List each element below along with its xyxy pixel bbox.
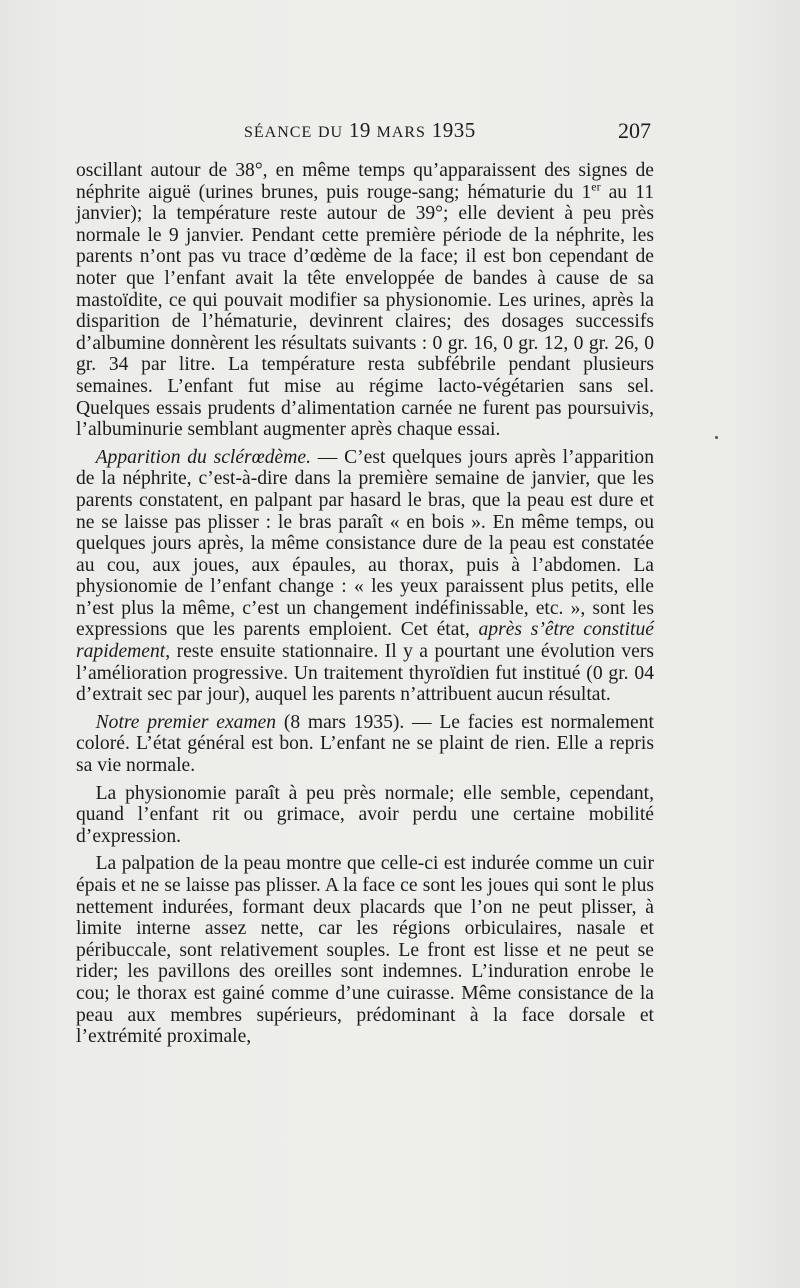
running-head-du: DU [317, 124, 344, 141]
text-segment: La palpation de la peau montre que celle-ci est indurée comme un cuir épais et ne se laisse pas plisser. A la face ce sont les joues qui sont le plus nettement indurées, formant deux placards que l’on ne peut plisser, à limite interne assez nette, car les régions orbiculaires, nasale et péribuccale, sont relativement souples. Le front est lisse et ne peut se rider; les pavillons des oreilles sont indemnes. L’induration enrobe le cou; le thorax est gainé comme d’une cuirasse. Même consistance de la peau aux membres supérieurs, prédominant à la face dorsale et l’extrémité proximale, [76, 853, 654, 1048]
running-head [244, 118, 476, 143]
page-header [0, 118, 800, 148]
text-segment: — C’est quelques jours après l’apparition de la néphrite, c’est-à-dire dans la première semaine de janvier, que les parents constatent, en palpant par hasard le bras, que la peau est dure et ne se laisse pas plisser : le bras paraît « en bois ». En même temps, ou quelques jours après, la même consistance dure de la peau est constatée au cou, aux joues, aux épaules, au thorax, puis à l’abdomen. La physionomie de l’enfant change : « les yeux paraissent plus petits, elle n’est plus la même, c’est un changement indéfinissable, etc. », sont les expressions que les parents emploient. Cet état, [76, 446, 654, 641]
italic-text: Apparition du sclérœdème. [95, 446, 311, 468]
paragraph [76, 712, 654, 777]
print-speck [715, 436, 718, 439]
paragraph [76, 160, 654, 441]
text-segment: au 11 janvier); la température reste autour de 39°; elle devient à peu près normale le 9 janvier. Pendant cette première période de la néphrite, les parents n’ont pas vu trace d’œdème de la face; il est bon cependant de noter que l’enfant avait la tête enveloppée de bandes à cause de sa mastoïdite, ce qui pouvait modifier sa physionomie. Les urines, après la disparition de l’hématurie, devinrent claires; des dosages successifs d’albumine donnèrent les résultats suivants : 0 gr. 16, 0 gr. 12, 0 gr. 26, 0 gr. 34 par litre. La température resta subfébrile pendant plusieurs semaines. L’enfant fut mise au régime lacto-végétarien sans sel. Quelques essais prudents d’alimentation carnée ne furent pas poursuivis, l’albuminurie semblant augmenter après chaque essai. [76, 181, 654, 441]
paragraph [76, 447, 654, 706]
running-head-year: 1935 [431, 118, 476, 142]
paragraph [76, 853, 654, 1047]
italic-text: après s’être constitué rapidement [76, 619, 654, 663]
page-number: 207 [618, 118, 651, 143]
running-head-month: MARS [376, 124, 426, 141]
superscript: er [591, 179, 601, 194]
text-segment: , reste ensuite stationnaire. Il y a pourtant une évolution vers l’amélioration progressive. Un traitement thyroïdien fut institué (0 gr. 04 d’extrait sec par jour), auquel les parents n’attribuent aucun résultat. [76, 641, 654, 706]
running-head-day: 19 [348, 118, 371, 142]
running-head-seance: SÉANCE [244, 124, 313, 141]
text-segment: oscillant autour de 38°, en même temps qu’apparaissent des signes de néphrite aiguë (urines brunes, puis rouge-sang; hématurie du 1 [76, 160, 654, 203]
italic-text: Notre premier examen [95, 711, 277, 733]
body-text [76, 160, 654, 1048]
text-segment: La physionomie paraît à peu près normale; elle semble, cependant, quand l’enfant rit ou grimace, avoir perdu une certaine mobilité d’expression. [76, 782, 654, 847]
paragraph [76, 783, 654, 848]
text-segment: (8 mars 1935). — Le facies est normalement coloré. L’état général est bon. L’enfant ne se plaint de rien. Elle a repris sa vie normale. [76, 711, 654, 777]
